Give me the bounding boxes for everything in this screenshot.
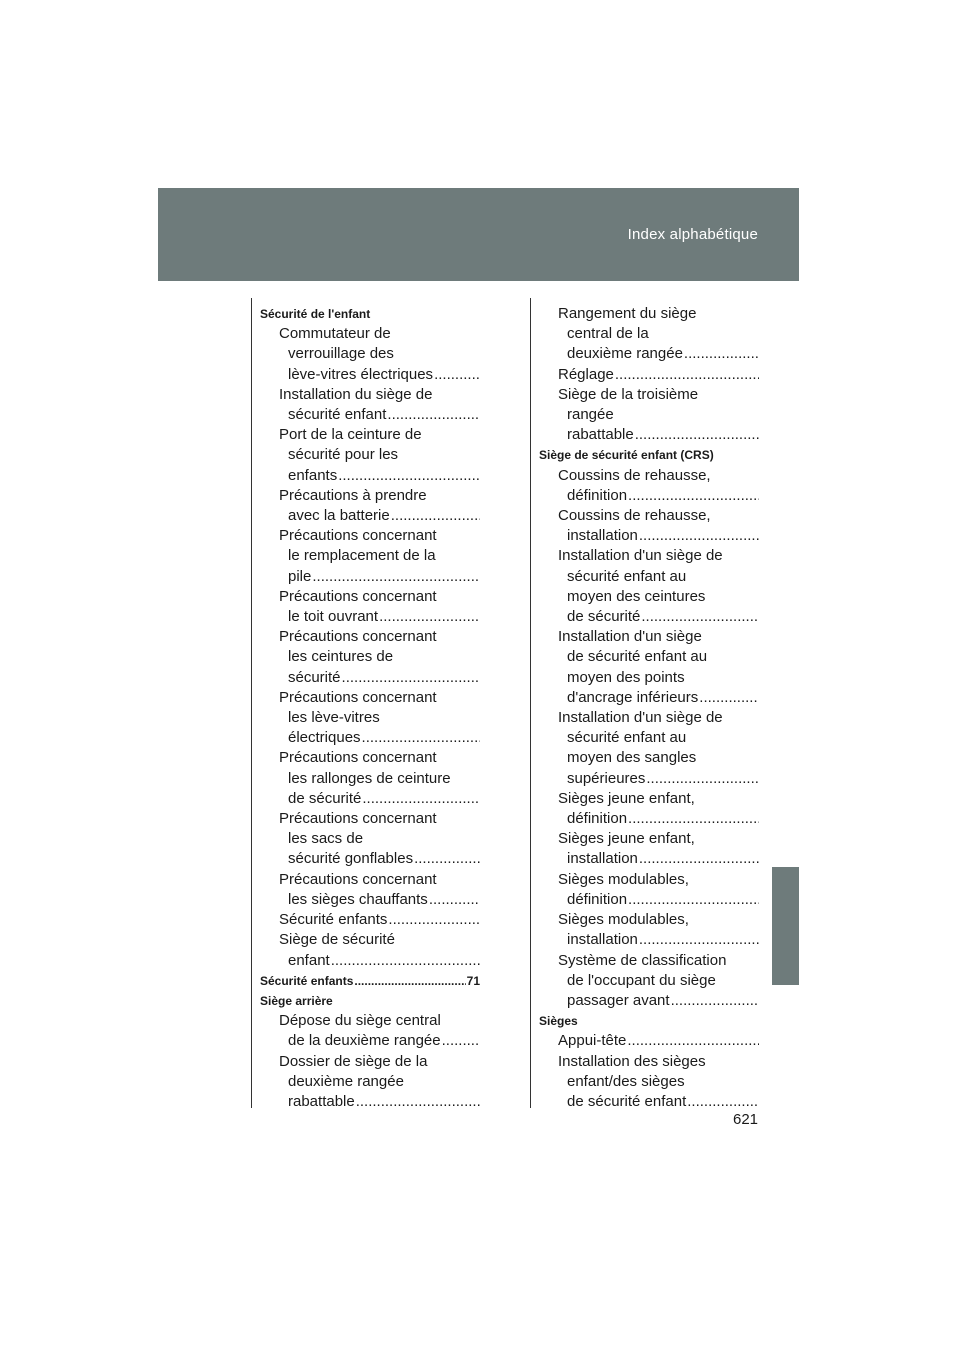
index-column-right: [539, 304, 759, 1112]
entry-leader-line: [279, 607, 480, 627]
entry-text: Installation d'un siège de: [558, 547, 723, 565]
entry-leader-line: [558, 607, 759, 627]
entry-text: lève-vitres électriques: [288, 365, 434, 383]
index-entry: [539, 910, 759, 950]
index-category: Sécurité de l'enfant: [260, 307, 371, 321]
entry-text: moyen des sangles: [567, 749, 697, 767]
entry-text: définition: [567, 486, 628, 504]
entry-text: le toit ouvrant: [288, 608, 379, 626]
entry-leader-line: [558, 769, 759, 789]
entry-text: Précautions concernant: [279, 870, 437, 888]
entry-text: Dossier de siège de la: [279, 1052, 428, 1070]
entry-text: de sécurité enfant: [567, 1092, 687, 1110]
entry-text: installation: [567, 850, 638, 868]
index-entry: [260, 748, 480, 809]
section-title: Index alphabétique: [627, 226, 758, 243]
entry-text: sécurité enfant au: [567, 567, 687, 585]
entry-text: Installation d'un siège: [558, 628, 702, 646]
entry-leader-line: [558, 1031, 759, 1051]
entry-text: Dépose du siège central: [279, 1012, 441, 1030]
entry-text: verrouillage des: [288, 345, 394, 363]
entry-leader-line: [279, 890, 480, 910]
entry-leader-line: [558, 809, 759, 829]
index-entry: [539, 951, 759, 1012]
entry-text: moyen des points: [567, 668, 685, 686]
left-column-rule: [251, 298, 252, 1108]
index-entry: [539, 627, 759, 708]
index-entry: [260, 486, 480, 526]
index-entry: [260, 587, 480, 627]
entry-text: de l'occupant du siège: [567, 971, 716, 989]
index-entry: [539, 506, 759, 546]
entry-text: Précautions concernant: [279, 810, 437, 828]
entry-text: les sacs de: [288, 830, 364, 848]
index-category: Sièges: [539, 1014, 578, 1029]
entry-leader-line: [279, 1031, 480, 1051]
entry-text: enfant/des sièges: [567, 1072, 685, 1090]
entry-leader-line: [558, 890, 759, 910]
entry-text: électriques: [288, 729, 361, 747]
entry-text: moyen des ceintures: [567, 587, 706, 605]
entry-leader-line: [279, 405, 480, 425]
entry-text: Réglage: [558, 365, 614, 383]
index-entry: [260, 627, 480, 688]
entry-text: de la deuxième rangée: [288, 1032, 441, 1050]
index-entry: [260, 910, 480, 930]
entry-text: les rallonges de ceinture: [288, 769, 451, 787]
entry-leader-line: [558, 849, 759, 869]
entry-text: Sièges jeune enfant,: [558, 830, 695, 848]
index-category: [260, 971, 480, 991]
entry-text: central de la: [567, 325, 649, 343]
index-entry: [539, 1031, 759, 1051]
index-entry: [260, 324, 480, 385]
entry-text: supérieures: [567, 769, 646, 787]
entry-text: les lève-vitres: [288, 709, 380, 727]
entry-text: Sièges modulables,: [558, 911, 689, 929]
entry-text: rangée: [567, 406, 614, 424]
index-entry: [539, 304, 759, 365]
entry-text: Siège de la troisième: [558, 385, 699, 403]
entry-leader-line: [279, 789, 480, 809]
entry-text: enfants: [288, 466, 338, 484]
entry-leader-line: [558, 1092, 759, 1112]
entry-text: Coussins de rehausse,: [558, 507, 711, 525]
entry-leader-line: [558, 425, 759, 445]
entry-text: d'ancrage inférieurs: [567, 688, 699, 706]
entry-leader-line: [558, 526, 759, 546]
index-entry: [539, 829, 759, 869]
entry-text: Système de classification: [558, 951, 727, 969]
index-entry: [260, 930, 480, 970]
entry-leader-line: [558, 365, 759, 385]
entry-text: sécurité pour les: [288, 446, 399, 464]
entry-text: sécurité: [288, 668, 341, 686]
index-entry: [539, 870, 759, 910]
index-entry: [539, 789, 759, 829]
middle-column-rule: [530, 298, 531, 1108]
index-entry: [260, 809, 480, 870]
entry-leader-line: [558, 688, 759, 708]
entry-text: Rangement du siège: [558, 305, 697, 322]
entry-leader-line: [279, 466, 480, 486]
entry-text: installation: [567, 527, 638, 545]
index-entry: [260, 385, 480, 425]
entry-text: Précautions concernant: [279, 749, 437, 767]
entry-leader-line: [558, 930, 759, 950]
entry-leader-line: [279, 506, 480, 526]
entry-text: Port de la ceinture de: [279, 426, 422, 444]
entry-leader-line: [279, 567, 480, 587]
entry-leader-line: [279, 365, 480, 385]
index-entry: [260, 1011, 480, 1051]
index-entry: [260, 526, 480, 587]
entry-text: Précautions concernant: [279, 527, 437, 545]
entry-leader-line: [279, 1092, 480, 1112]
entry-text: de sécurité: [288, 789, 362, 807]
index-category: Siège de sécurité enfant (CRS): [539, 448, 714, 463]
category-text: Sécurité enfants: [260, 973, 354, 988]
index-column-left: [260, 304, 480, 1112]
entry-text: sécurité enfant au: [567, 729, 687, 747]
entry-text: sécurité gonflables: [288, 850, 414, 868]
index-entry: [539, 365, 759, 385]
entry-leader-line: [279, 910, 480, 930]
entry-leader-line: [558, 991, 759, 1011]
entry-text: Sécurité enfants: [279, 911, 388, 929]
index-entry: [539, 385, 759, 446]
entry-text: définition: [567, 810, 628, 828]
page-ref: 71: [466, 973, 480, 988]
entry-text: Précautions à prendre: [279, 486, 427, 504]
entry-text: Commutateur de: [279, 325, 391, 343]
entry-text: Précautions concernant: [279, 587, 437, 605]
entry-leader-line: [279, 728, 480, 748]
entry-text: avec la batterie: [288, 507, 390, 525]
entry-text: rabattable: [288, 1092, 355, 1110]
index-entry: [539, 708, 759, 789]
entry-text: Précautions concernant: [279, 688, 437, 706]
entry-text: Siège de sécurité: [279, 931, 395, 949]
entry-text: le remplacement de la: [288, 547, 436, 565]
entry-text: Coussins de rehausse,: [558, 466, 711, 484]
index-category: Siège arrière: [260, 993, 333, 1008]
entry-text: les sièges chauffants: [288, 890, 428, 908]
entry-text: sécurité enfant: [288, 406, 387, 424]
entry-text: Installation d'un siège de: [558, 709, 723, 727]
entry-text: Installation des sièges: [558, 1052, 706, 1070]
entry-leader-line: [279, 849, 480, 869]
entry-text: enfant: [288, 951, 330, 969]
entry-text: Précautions concernant: [279, 628, 437, 646]
entry-text: de sécurité: [567, 608, 641, 626]
entry-leader-line: [558, 486, 759, 506]
entry-leader-line: [558, 344, 759, 364]
index-entry: [539, 466, 759, 506]
header-band: [158, 188, 799, 281]
index-entry: [260, 870, 480, 910]
entry-text: définition: [567, 890, 628, 908]
entry-text: Appui-tête: [558, 1032, 627, 1050]
page-number: 621: [733, 1111, 759, 1128]
index-entry: [260, 425, 480, 486]
entry-text: deuxième rangée: [288, 1072, 404, 1090]
entry-text: les ceintures de: [288, 648, 394, 666]
index-entry: [260, 1052, 480, 1113]
entry-text: pile: [288, 567, 312, 585]
entry-text: rabattable: [567, 426, 634, 444]
entry-leader-line: [279, 668, 480, 688]
entry-text: de sécurité enfant au: [567, 648, 708, 666]
entry-text: Installation du siège de: [279, 385, 433, 403]
entry-text: deuxième rangée: [567, 345, 683, 363]
entry-text: passager avant: [567, 991, 670, 1009]
entry-text: Sièges jeune enfant,: [558, 789, 695, 807]
entry-text: Sièges modulables,: [558, 870, 689, 888]
chapter-tab: [772, 867, 799, 985]
entry-text: installation: [567, 931, 638, 949]
index-entry: [539, 546, 759, 627]
index-entry: [539, 1052, 759, 1113]
entry-leader-line: [279, 951, 480, 971]
index-entry: [260, 688, 480, 749]
